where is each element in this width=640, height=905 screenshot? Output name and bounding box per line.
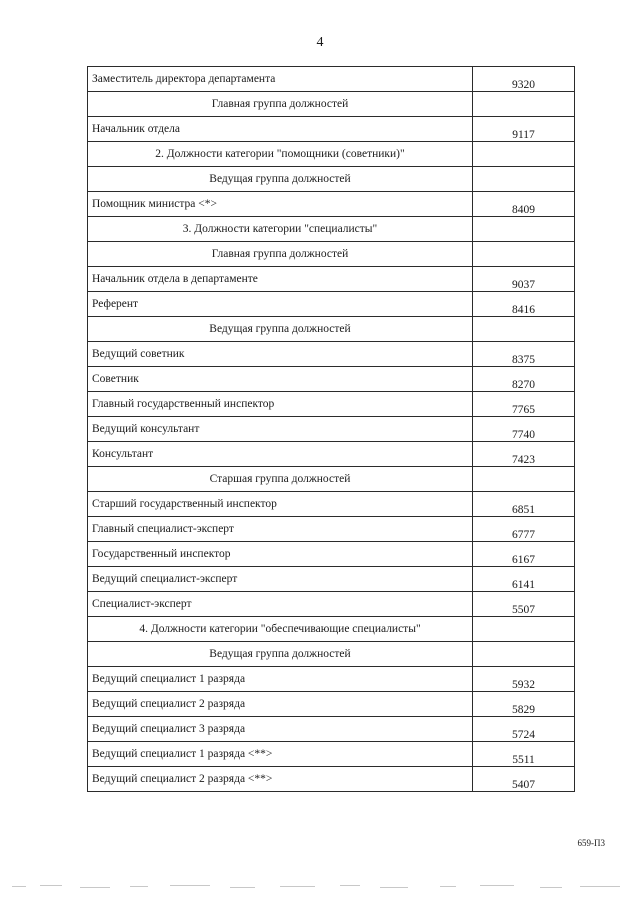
salary-value: 7423 [473,442,575,467]
salary-value [473,617,575,642]
scan-noise [0,880,640,894]
document-code: 659-П3 [577,838,605,848]
table-heading-row [88,617,575,642]
position-name: Заместитель директора департамента [88,67,473,92]
position-name: Ведущий советник [88,342,473,367]
salary-value: 8409 [473,192,575,217]
table-row [88,542,575,567]
position-name: Ведущая группа должностей [88,317,473,342]
position-name: Начальник отдела [88,117,473,142]
salary-value: 5511 [473,742,575,767]
position-name: Специалист-эксперт [88,592,473,617]
salary-table-body [88,67,575,792]
table-heading-row [88,167,575,192]
salary-value [473,642,575,667]
position-name: 3. Должности категории "специалисты" [88,217,473,242]
salary-value: 7740 [473,417,575,442]
table-row [88,67,575,92]
table-row [88,442,575,467]
position-name: Начальник отдела в департаменте [88,267,473,292]
salary-table [87,66,575,792]
salary-value: 9037 [473,267,575,292]
salary-value: 5932 [473,667,575,692]
table-row [88,592,575,617]
table-row [88,717,575,742]
page-number: 4 [316,35,324,50]
table-row [88,767,575,792]
salary-value: 8375 [473,342,575,367]
salary-value [473,167,575,192]
table-heading-row [88,642,575,667]
position-name: Главный специалист-эксперт [88,517,473,542]
salary-value [473,467,575,492]
salary-value [473,142,575,167]
table-row [88,692,575,717]
salary-value: 6851 [473,492,575,517]
position-name: Советник [88,367,473,392]
position-name: Главная группа должностей [88,242,473,267]
salary-value: 9320 [473,67,575,92]
position-name: Ведущий консультант [88,417,473,442]
salary-value: 5507 [473,592,575,617]
position-name: Ведущий специалист 1 разряда <**> [88,742,473,767]
position-name: 4. Должности категории "обеспечивающие специалисты" [88,617,473,642]
table-heading-row [88,467,575,492]
salary-value: 5724 [473,717,575,742]
table-row [88,117,575,142]
position-name: Ведущий специалист 3 разряда [88,717,473,742]
position-name: Ведущая группа должностей [88,167,473,192]
position-name: Помощник министра <*> [88,192,473,217]
table-row [88,517,575,542]
salary-value: 6777 [473,517,575,542]
salary-value: 6141 [473,567,575,592]
table-row [88,267,575,292]
salary-value: 9117 [473,117,575,142]
salary-value [473,92,575,117]
position-name: Ведущая группа должностей [88,642,473,667]
table-row [88,367,575,392]
table-row [88,342,575,367]
position-name: Главная группа должностей [88,92,473,117]
table-row [88,742,575,767]
table-heading-row [88,92,575,117]
table-heading-row [88,242,575,267]
salary-value: 6167 [473,542,575,567]
table-row [88,492,575,517]
position-name: Старшая группа должностей [88,467,473,492]
position-name: Ведущий специалист 1 разряда [88,667,473,692]
position-name: Ведущий специалист-эксперт [88,567,473,592]
table-row [88,417,575,442]
position-name: Консультант [88,442,473,467]
position-name: Ведущий специалист 2 разряда [88,692,473,717]
table-row [88,392,575,417]
salary-value: 8270 [473,367,575,392]
table-heading-row [88,142,575,167]
salary-value: 5407 [473,767,575,792]
table-row [88,192,575,217]
table-row [88,292,575,317]
salary-value [473,317,575,342]
salary-value: 5829 [473,692,575,717]
salary-value [473,217,575,242]
position-name: 2. Должности категории "помощники (советники)" [88,142,473,167]
table-heading-row [88,317,575,342]
salary-value [473,242,575,267]
position-name: Государственный инспектор [88,542,473,567]
position-name: Главный государственный инспектор [88,392,473,417]
salary-value: 8416 [473,292,575,317]
position-name: Старший государственный инспектор [88,492,473,517]
table-row [88,567,575,592]
position-name: Ведущий специалист 2 разряда <**> [88,767,473,792]
position-name: Референт [88,292,473,317]
salary-value: 7765 [473,392,575,417]
table-heading-row [88,217,575,242]
table-row [88,667,575,692]
